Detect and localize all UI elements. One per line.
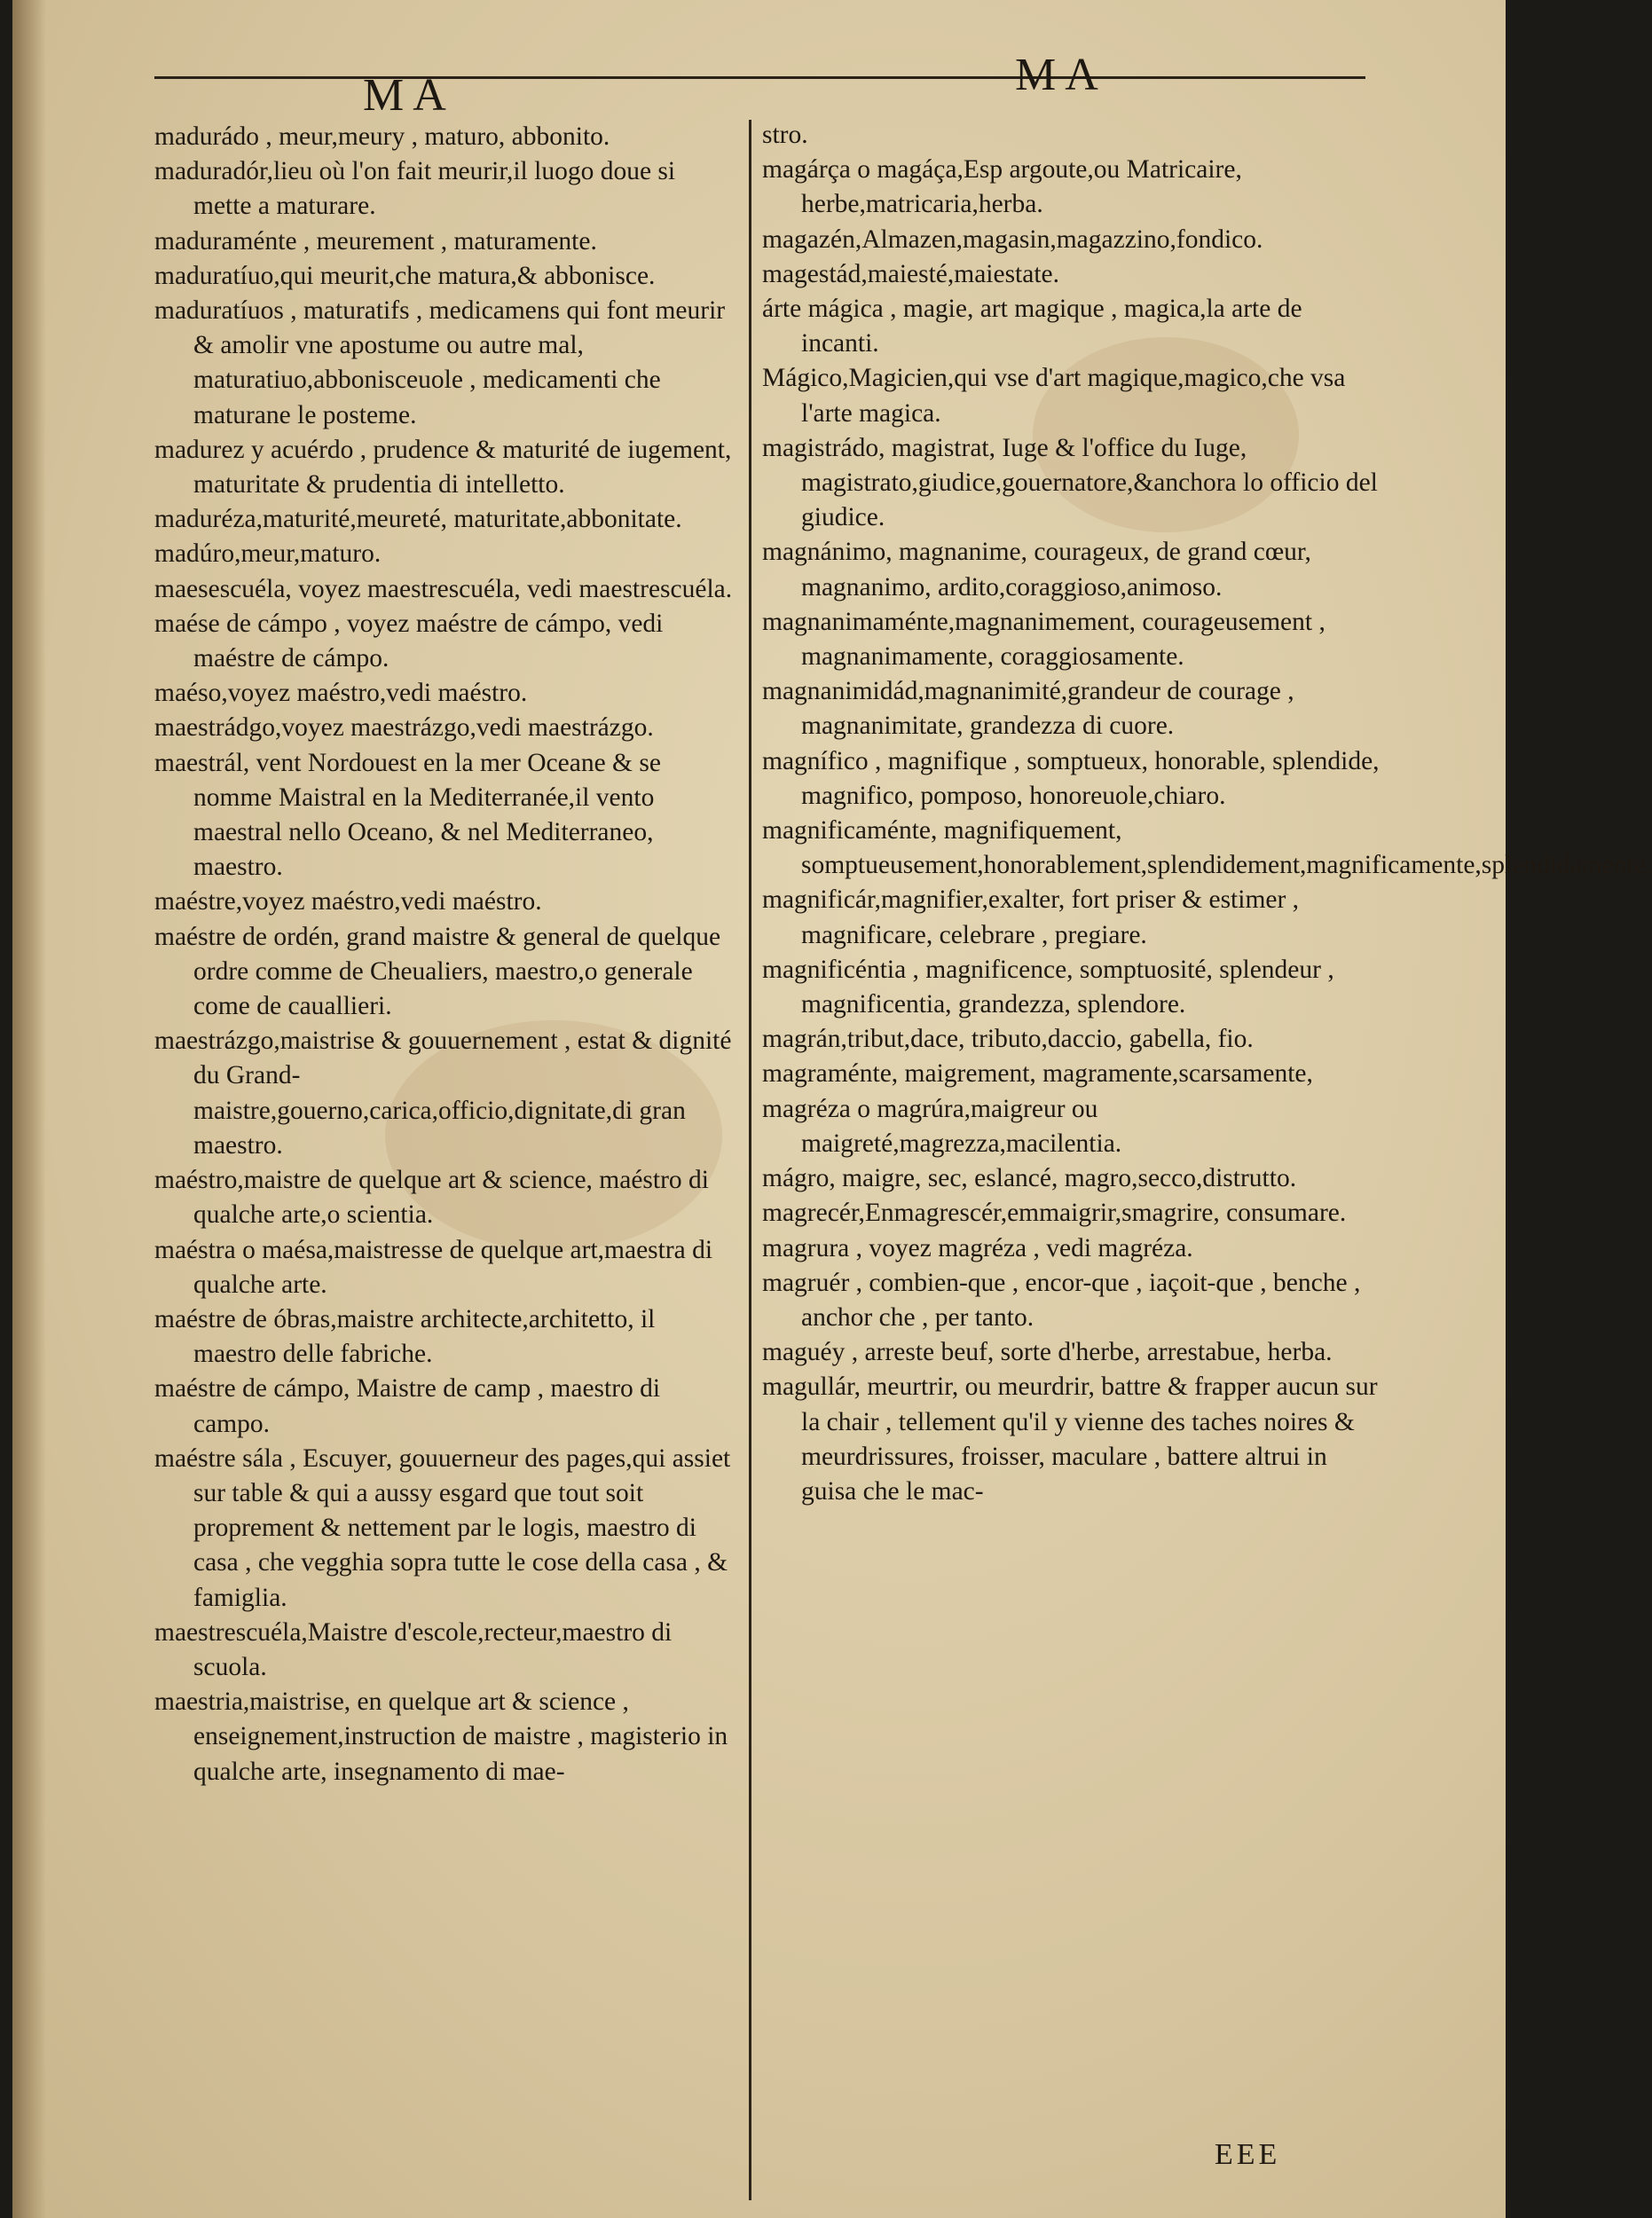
dictionary-entry: maduréza,maturité,meureté, maturitate,abbonitate. [154,505,682,534]
dictionary-entry: maése de cámpo , voyez maéstre de cámpo, vedi maéstre de cámpo. [154,609,664,673]
dictionary-entry: maéstre de ordén, grand maistre & general de quelque ordre comme de Cheualiers, maestro,o generale come de cauallieri. [154,922,721,1021]
dictionary-entry: maéstre de óbras,maistre architecte,architetto, il maestro delle fabriche. [154,1304,656,1369]
dictionary-entry: maestrázgo,maistrise & gouuernement , estat & dignité du Grand-maistre,gouerno,carica,officio,dignitate,di gran maestro. [154,1026,732,1160]
running-head-left: MA [363,70,455,121]
dictionary-entry: maduradór,lieu où l'on fait meurir,il luogo doue si mette a maturare. [154,157,676,221]
dictionary-entry: magnificéntia , magnificence, somptuosité, splendeur , magnificentia, grandezza, splendore. [762,955,1334,1019]
dictionary-entry: magnanimidád,magnanimité,grandeur de courage , magnanimitate, grandezza di cuore. [762,677,1294,741]
dictionary-entry: magnificár,magnifier,exalter, fort priser & estimer , magnificare, celebrare , pregiare. [762,885,1300,949]
dictionary-entry: maéstre sála , Escuyer, gouuerneur des pages,qui assiet sur table & qui a aussy esgard que tout soit proprement & nettement par le logis, maestro di casa , che vegghia sopra tutte le cose della casa , & famiglia. [154,1443,731,1612]
dictionary-entry: maéstro,maistre de quelque art & science, maéstro di qualche arte,o scientia. [154,1166,710,1230]
dictionary-entry: magnificaménte, magnifiquement, somptueusement,honorablement,splendidement,magnificamente,splendidamente. [762,816,1652,880]
dictionary-entry: maestrádgo,voyez maestrázgo,vedi maestrázgo. [154,713,654,743]
dictionary-entry: madúro,meur,maturo. [154,539,382,569]
dictionary-entry: magistrádo, magistrat, Iuge & l'office du Iuge, magistrato,giudice,gouernatore,&anchora lo officio del giudice. [762,433,1378,532]
dictionary-entry: maestria,maistrise, en quelque art & science , enseignement,instruction de maistre , magisterio in qualche arte, insegnamento di mae- [154,1687,728,1786]
header-rule [154,76,1365,79]
dictionary-entry: magestád,maiesté,maiestate. [762,259,1060,288]
dictionary-entry: magruér , combien-que , encor-que , iaçoit-que , benche , anchor che , per tanto. [762,1268,1361,1332]
dictionary-entry: magnánimo, magnanime, courageux, de grand cœur, magnanimo, ardito,coraggioso,animoso. [762,538,1311,602]
dictionary-entry: maestrál, vent Nordouest en la mer Oceane & se nomme Maistral en la Mediterranée,il vento maestral nello Oceano, & nel Mediterraneo, maestro. [154,748,661,882]
page [12,0,1652,2218]
dictionary-entry: magullár, meurtrir, ou meurdrir, battre & frapper aucun sur la chair , tellement qu'il y vienne des taches noires & meurdrissures, froisser, maculare , battere altrui in guisa che le mac- [762,1372,1378,1506]
dictionary-entry: magréza o magrúra,maigreur ou maigreté,magrezza,macilentia. [762,1094,1122,1158]
dictionary-entry: mágro, maigre, sec, eslancé, magro,secco,distrutto. [762,1164,1297,1193]
binding-gutter [12,0,46,2218]
column-rule [749,120,751,2200]
dictionary-entry: maguéy , arreste beuf, sorte d'herbe, arrestabue, herba. [762,1338,1333,1367]
dictionary-entry: magrura , voyez magréza , vedi magréza. [762,1233,1193,1262]
dictionary-entry: maduraménte , meurement , maturamente. [154,226,597,256]
left-column [154,120,736,1789]
dictionary-entry: maduratíuos , maturatifs , medicamens qui font meurir & amolir vne apostume ou autre mal, maturatiuo,abbonisceuole , medicamenti che maturane le posteme. [154,296,726,429]
dictionary-entry: maéstre de cámpo, Maistre de camp , maestro di campo. [154,1374,661,1438]
dictionary-entry: maéso,voyez maéstro,vedi maéstro. [154,679,528,708]
dictionary-entry: maduratíuo,qui meurit,che matura,& abbonisce. [154,261,656,290]
dictionary-entry: magnífico , magnifique , somptueux, honorable, splendide, magnifico, pomposo, honoreuole,chiaro. [762,746,1380,810]
dictionary-entry: magraménte, maigrement, magramente,scarsamente, [762,1059,1313,1089]
dictionary-entry: maéstre,voyez maéstro,vedi maéstro. [154,887,542,916]
dictionary-entry: madurez y acuérdo , prudence & maturité de iugement, maturitate & prudentia di intelletto. [154,435,732,499]
catchword: EEE [1215,2138,1281,2171]
dictionary-entry: magrecér,Enmagrescér,emmaigrir,smagrire, consumare. [762,1199,1347,1228]
dictionary-entry: magrán,tribut,dace, tributo,daccio, gabella, fio. [762,1025,1254,1054]
dictionary-entry: magárça o magáça,Esp argoute,ou Matricaire, herbe,matricaria,herba. [762,155,1242,219]
dictionary-entry: árte mágica , magie, art magique , magica,la arte de incanti. [762,295,1302,358]
dictionary-entry: maesescuéla, voyez maestrescuéla, vedi maestrescuéla. [154,574,733,603]
dictionary-entry: maestrescuéla,Maistre d'escole,recteur,maestro di scuola. [154,1617,673,1681]
dictionary-entry: magazén,Almazen,magasin,magazzino,fondico. [762,224,1263,254]
dictionary-entry: magnanimaménte,magnanimement, courageusement , magnanimamente, coraggiosamente. [762,607,1326,672]
right-column [762,118,1652,1509]
dictionary-entry: Mágico,Magicien,qui vse d'art magique,magico,che vsa l'arte magica. [762,364,1346,428]
dictionary-entry: madurádo , meur,meury , maturo, abbonito. [154,122,610,151]
running-head-right: MA [1015,50,1107,100]
dictionary-entry: maéstra o maésa,maistresse de quelque art,maestra di qualche arte. [154,1235,713,1299]
dictionary-entry: stro. [762,121,808,149]
